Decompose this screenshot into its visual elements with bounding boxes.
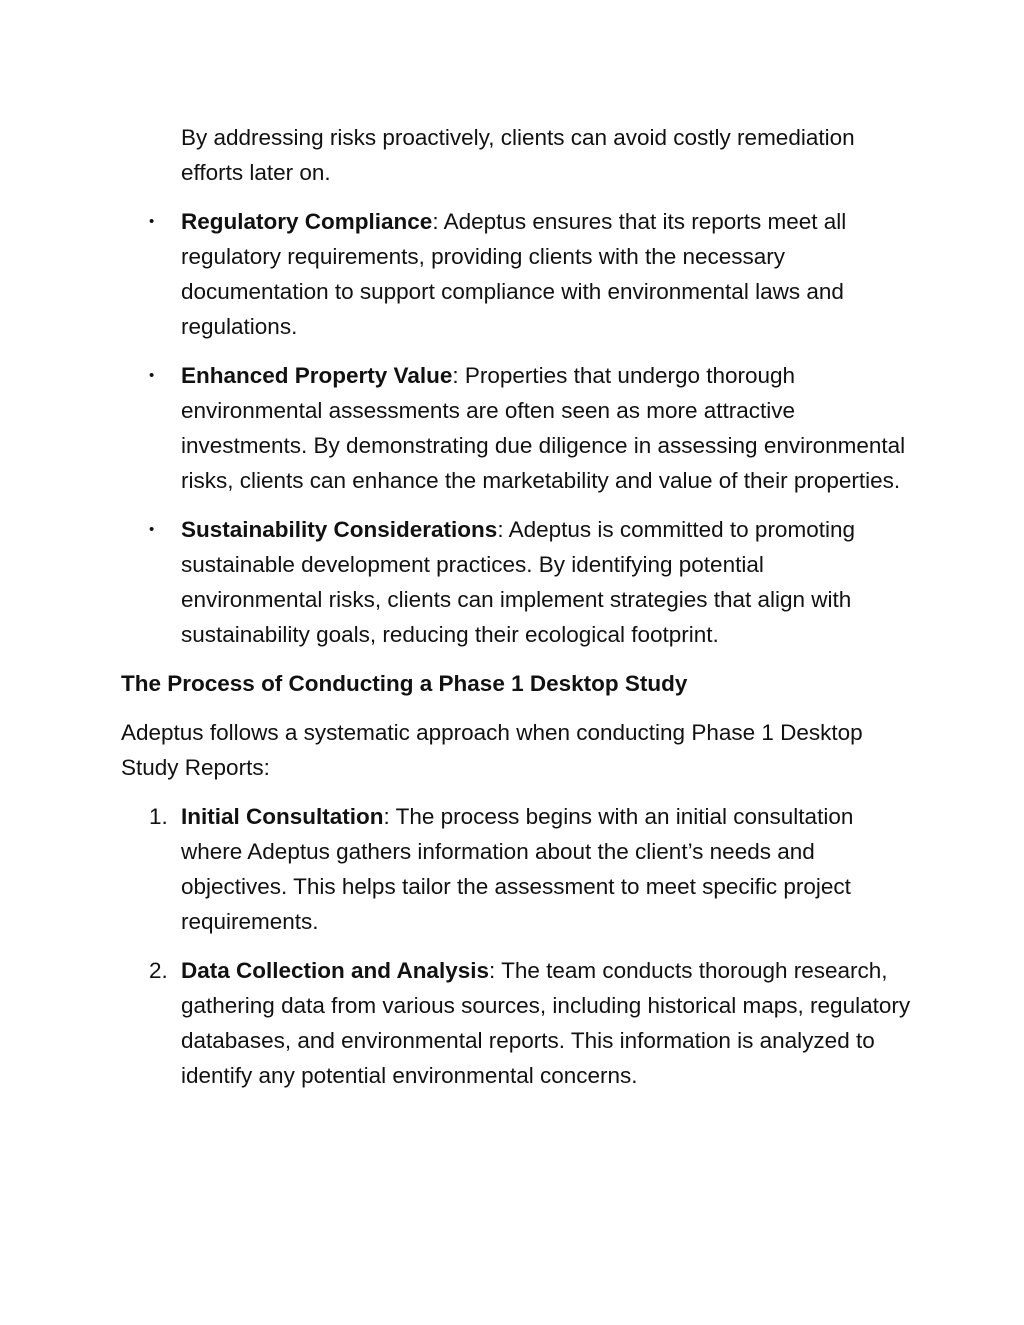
list-item-text: : Adeptus ensures that its reports meet all regulatory requirements, providing clients with the necessary documentation to support compliance with environmental laws and regulations. [181,209,847,339]
list-item [121,204,911,344]
list-item [121,512,911,652]
bullet-icon: • [149,521,155,538]
bullet-icon: • [149,367,155,384]
list-item-term: Enhanced Property Value [181,363,453,388]
benefits-list [121,204,911,652]
continuation-paragraph: By addressing risks proactively, clients can avoid costly remediation efforts later on. [181,125,855,185]
list-item [121,358,911,498]
step-number: 2. [149,958,168,983]
step-term: Initial Consultation [181,804,384,829]
bullet-icon: • [149,213,155,230]
step-item [121,953,911,1093]
list-item-text: : Adeptus is committed to promoting sustainable development practices. By identifying potential environmental risks, clients can implement strategies that align with sustainability goals, reducing their ecological footprint. [181,517,855,647]
list-item-term: Sustainability Considerations [181,517,498,542]
list-item-term: Regulatory Compliance [181,209,433,234]
step-number: 1. [149,804,168,829]
step-term: Data Collection and Analysis [181,958,489,983]
step-item [121,799,911,939]
intro-paragraph: Adeptus follows a systematic approach when conducting Phase 1 Desktop Study Reports: [121,720,863,780]
list-item-text: : Properties that undergo thorough environmental assessments are often seen as more attractive investments. By demonstrating due diligence in assessing environmental risks, clients can enhance the marketability and value of their properties. [181,363,906,493]
section-heading: The Process of Conducting a Phase 1 Desktop Study [121,671,688,696]
step-text: : The team conducts thorough research, gathering data from various sources, including historical maps, regulatory databases, and environmental reports. This information is analyzed to identify any potential environmental concerns. [181,958,911,1088]
step-text: : The process begins with an initial consultation where Adeptus gathers information about the client’s needs and objectives. This helps tailor the assessment to meet specific project requirements. [181,804,854,934]
process-steps-list [121,799,911,1093]
document-body [121,120,911,1107]
